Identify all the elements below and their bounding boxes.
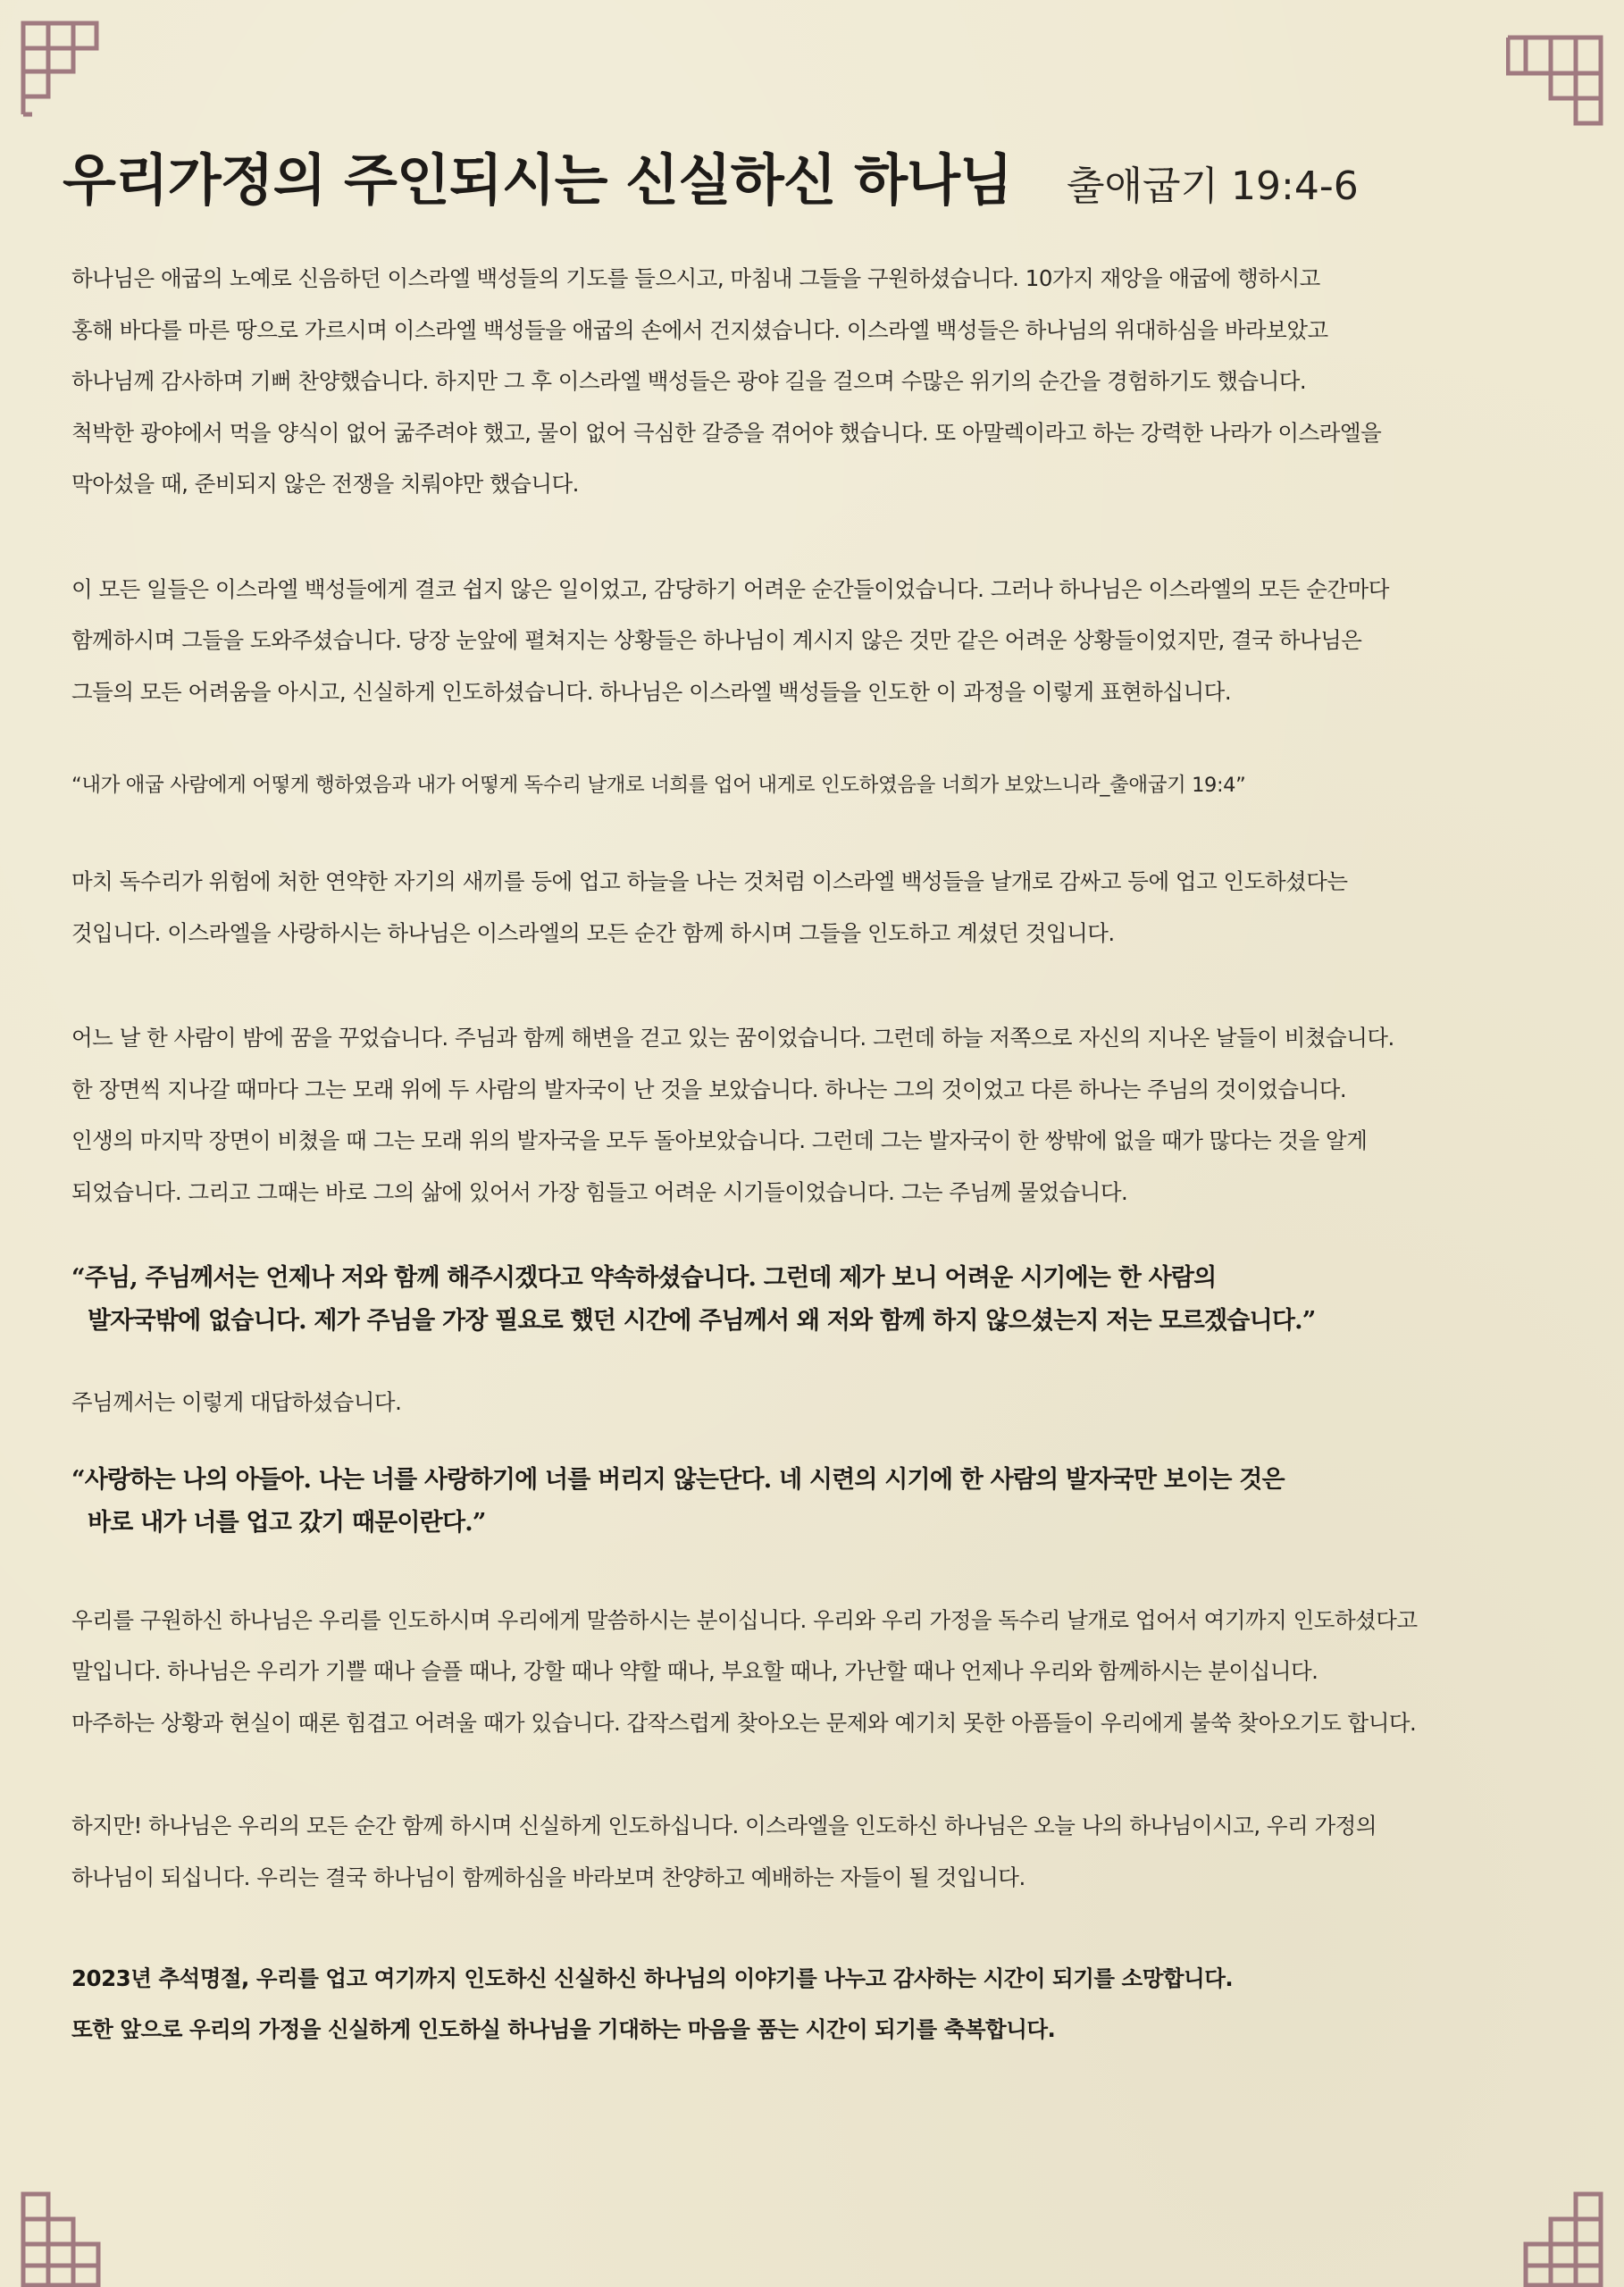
text-line: 우리를 구원하신 하나님은 우리를 인도하시며 우리에게 말씀하시는 분이십니다. 우리와 우리 가정을 독수리 날개로 업어서 여기까지 인도하셨다고 bbox=[71, 1606, 1418, 1633]
text-line: 마치 독수리가 위험에 처한 연약한 자기의 새끼를 등에 업고 하늘을 나는 것처럼 이스라엘 백성들을 날개로 감싸고 등에 업고 인도하셨다는 bbox=[71, 868, 1348, 894]
text-line: 주님께서는 이렇게 대답하셨습니다. bbox=[71, 1389, 402, 1415]
page-title: 우리가정의 주인되시는 신실하신 하나님 bbox=[63, 147, 1012, 213]
text-line: 한 장면씩 지나갈 때마다 그는 모래 위에 두 사람의 발자국이 난 것을 보았습니다. 하나는 그의 것이었고 다른 하나는 주님의 것이었습니다. bbox=[71, 1076, 1347, 1102]
text-line: 척박한 광야에서 먹을 양식이 없어 굶주려야 했고, 물이 없어 극심한 갈증을 겪어야 했습니다. 또 아말렉이라고 하는 강력한 나라가 이스라엘을 bbox=[71, 419, 1382, 446]
text-line: 막아섰을 때, 준비되지 않은 전쟁을 치뤄야만 했습니다. bbox=[71, 471, 579, 497]
paragraph-eagle bbox=[71, 856, 1572, 959]
text-line: 마주하는 상황과 현실이 때론 힘겹고 어려울 때가 있습니다. 갑작스럽게 찾아오는 문제와 예기치 못한 아픔들이 우리에게 불쑥 찾아오기도 합니다. bbox=[71, 1709, 1417, 1736]
paragraph-trials bbox=[71, 564, 1572, 718]
text-line: 이 모든 일들은 이스라엘 백성들에게 결코 쉽지 않은 일이었고, 감당하기 어려운 순간들이었습니다. 그러나 하나님은 이스라엘의 모든 순간마다 bbox=[71, 575, 1389, 602]
quote-answer bbox=[71, 1459, 1572, 1545]
text-line: 바로 내가 너를 업고 갔기 때문이란다.” bbox=[88, 1508, 486, 1537]
text-line: “내가 애굽 사람에게 어떻게 행하였음과 내가 어떻게 독수리 날개로 너희를 업어 내게로 인도하였음을 너희가 보았느니라_출애굽기 19:4” bbox=[71, 774, 1246, 797]
corner-ornament-bottom-right bbox=[1506, 2189, 1604, 2287]
paragraph-answer-intro bbox=[71, 1377, 1572, 1428]
paragraph-god-guides bbox=[71, 1595, 1572, 1749]
closing-blessing bbox=[71, 1953, 1572, 2055]
lattice-ornament-icon bbox=[20, 2189, 118, 2287]
text-line: 되었습니다. 그리고 그때는 바로 그의 삶에 있어서 가장 힘들고 어려운 시기들이었습니다. 그는 주님께 물었습니다. bbox=[71, 1178, 1128, 1205]
paragraph-footprints bbox=[71, 1012, 1572, 1218]
text-line: 그들의 모든 어려움을 아시고, 신실하게 인도하셨습니다. 하나님은 이스라엘 백성들을 인도한 이 과정을 이렇게 표현하십니다. bbox=[71, 678, 1232, 705]
lattice-ornament-icon bbox=[1506, 34, 1604, 132]
corner-ornament-top-left bbox=[20, 20, 118, 118]
text-line: 2023년 추석명절, 우리를 업고 여기까지 인도하신 신실하신 하나님의 이야기를 나누고 감사하는 시간이 되기를 소망합니다. bbox=[71, 1965, 1234, 1991]
scripture-reference: 출애굽기 19:4-6 bbox=[1067, 163, 1359, 209]
paragraph-faithful bbox=[71, 1800, 1572, 1903]
lattice-ornament-icon bbox=[1506, 2189, 1604, 2287]
corner-ornament-top-right bbox=[1506, 34, 1604, 132]
text-line: 하나님께 감사하며 기뻐 찬양했습니다. 하지만 그 후 이스라엘 백성들은 광야 길을 걸으며 수많은 위기의 순간을 경험하기도 했습니다. bbox=[71, 368, 1307, 394]
text-line: 말입니다. 하나님은 우리가 기쁠 때나 슬플 때나, 강할 때나 약할 때나, 부요할 때나, 가난할 때나 언제나 우리와 함께하시는 분이십니다. bbox=[71, 1658, 1318, 1684]
paragraph-intro bbox=[71, 253, 1572, 510]
scripture-quote bbox=[71, 760, 1572, 811]
text-line: 하나님이 되십니다. 우리는 결국 하나님이 함께하심을 바라보며 찬양하고 예배하는 자들이 될 것입니다. bbox=[71, 1864, 1025, 1890]
text-line: 어느 날 한 사람이 밤에 꿈을 꾸었습니다. 주님과 함께 해변을 걷고 있는 꿈이었습니다. 그런데 하늘 저쪽으로 자신의 지나온 날들이 비쳤습니다. bbox=[71, 1025, 1394, 1051]
text-line: 발자국밖에 없습니다. 제가 주님을 가장 필요로 했던 시간에 주님께서 왜 저와 함께 하지 않으셨는지 저는 모르겠습니다.” bbox=[88, 1307, 1316, 1335]
corner-ornament-bottom-left bbox=[20, 2189, 118, 2287]
text-line: “사랑하는 나의 아들아. 나는 너를 사랑하기에 너를 버리지 않는단다. 네 시련의 시기에 한 사람의 발자국만 보이는 것은 bbox=[71, 1465, 1285, 1494]
lattice-ornament-icon bbox=[20, 20, 118, 118]
text-line: 하나님은 애굽의 노예로 신음하던 이스라엘 백성들의 기도를 들으시고, 마침내 그들을 구원하셨습니다. 10가지 재앙을 애굽에 행하시고 bbox=[71, 265, 1320, 291]
article-body bbox=[71, 253, 1572, 2055]
page-header bbox=[63, 136, 1563, 225]
text-line: 또한 앞으로 우리의 가정을 신실하게 인도하실 하나님을 기대하는 마음을 품는 시간이 되기를 축복합니다. bbox=[71, 2016, 1056, 2042]
text-line: 것입니다. 이스라엘을 사랑하시는 하나님은 이스라엘의 모든 순간 함께 하시며 그들을 인도하고 계셨던 것입니다. bbox=[71, 919, 1115, 946]
text-line: 인생의 마지막 장면이 비쳤을 때 그는 모래 위의 발자국을 모두 돌아보았습니다. 그런데 그는 발자국이 한 쌍밖에 없을 때가 많다는 것을 알게 bbox=[71, 1127, 1368, 1153]
text-line: “주님, 주님께서는 언제나 저와 함께 해주시겠다고 약속하셨습니다. 그런데 제가 보니 어려운 시기에는 한 사람의 bbox=[71, 1264, 1217, 1292]
text-line: 하지만! 하나님은 우리의 모든 순간 함께 하시며 신실하게 인도하십니다. 이스라엘을 인도하신 하나님은 오늘 나의 하나님이시고, 우리 가정의 bbox=[71, 1813, 1377, 1839]
text-line: 함께하시며 그들을 도와주셨습니다. 당장 눈앞에 펼쳐지는 상황들은 하나님이 계시지 않은 것만 같은 어려운 상황들이었지만, 결국 하나님은 bbox=[71, 627, 1362, 653]
quote-question bbox=[71, 1257, 1572, 1343]
text-line: 홍해 바다를 마른 땅으로 가르시며 이스라엘 백성들을 애굽의 손에서 건지셨습니다. 이스라엘 백성들은 하나님의 위대하심을 바라보았고 bbox=[71, 316, 1328, 343]
